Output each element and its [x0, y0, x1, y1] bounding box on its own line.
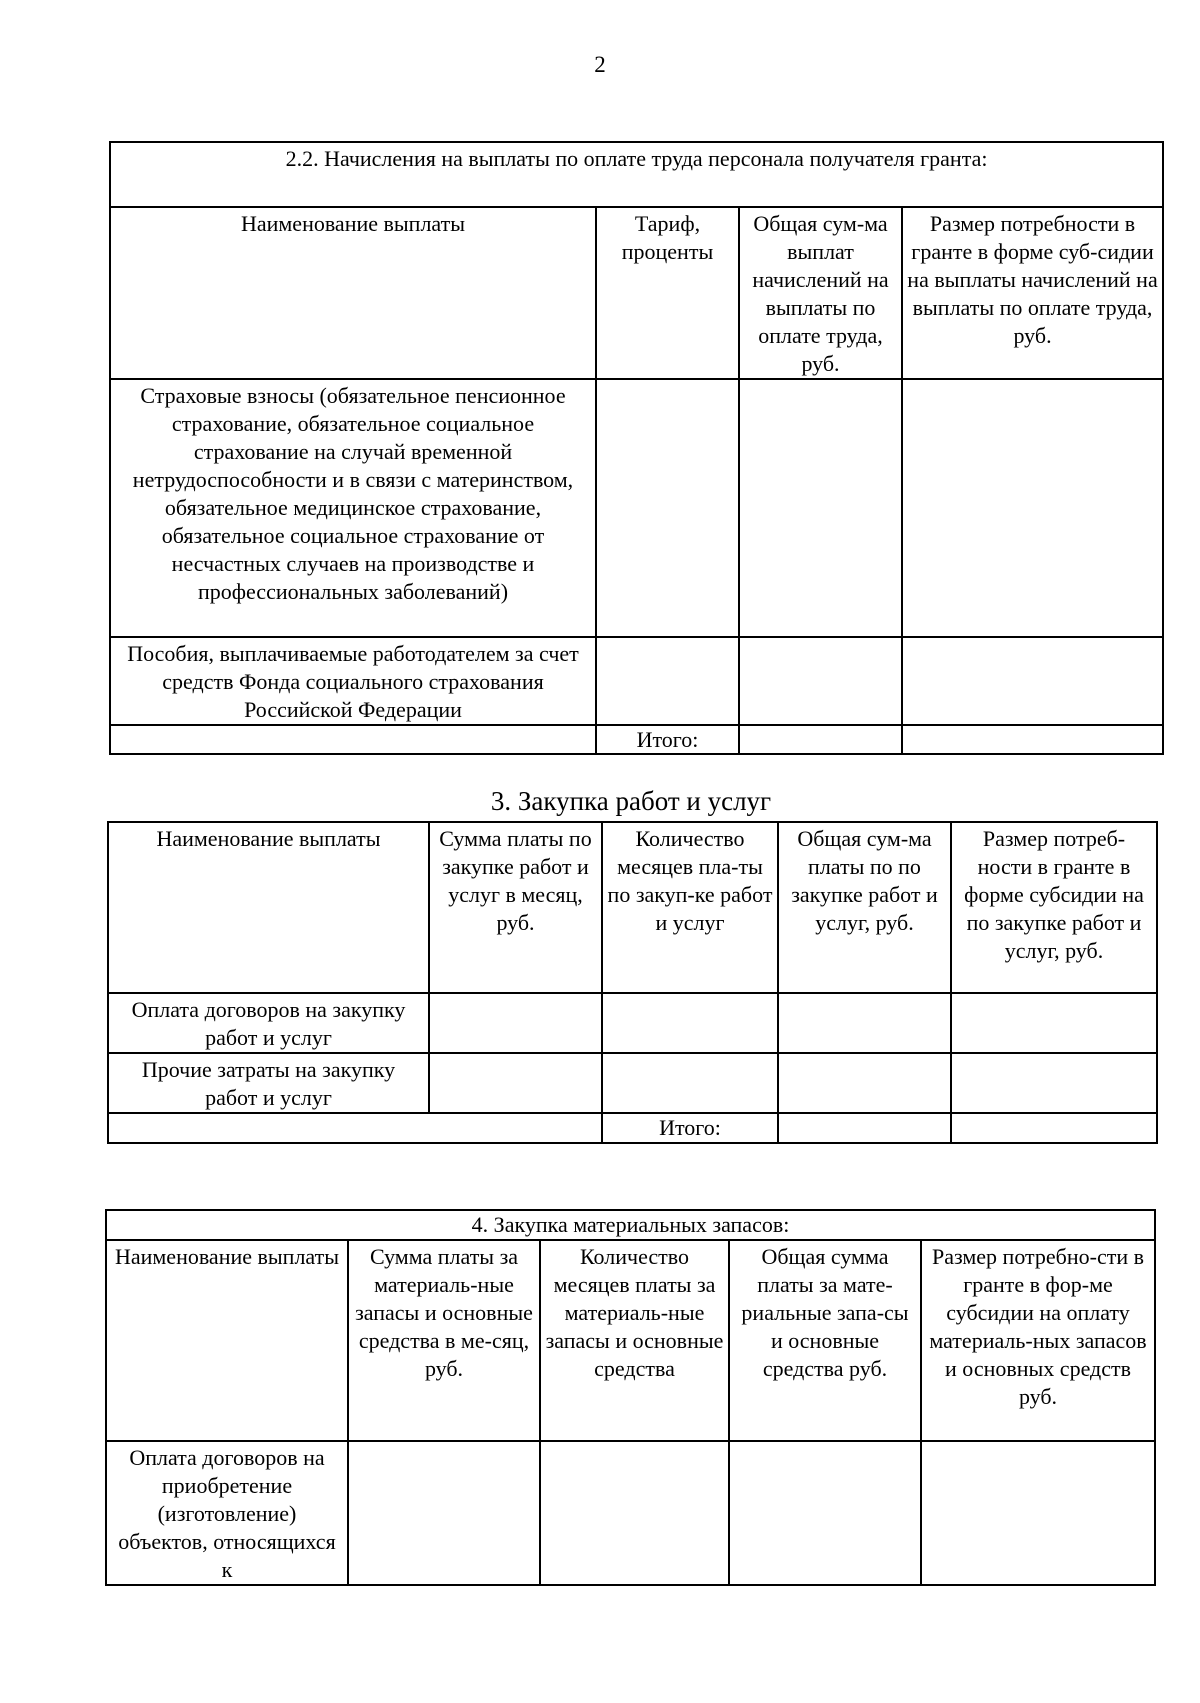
empty-cell: [778, 993, 951, 1053]
empty-cell: [739, 379, 902, 637]
empty-cell: [921, 1441, 1155, 1585]
empty-cell: [429, 993, 602, 1053]
total-row: [110, 725, 1163, 754]
table-works-services: [107, 821, 1158, 1144]
empty-cell: [902, 725, 1163, 754]
row-label: Оплата договоров на приобретение (изготовление) объектов, относящихся к: [106, 1441, 348, 1585]
column-header: Сумма платы по закупке работ и услуг в месяц, руб.: [429, 822, 602, 993]
column-header: Наименование выплаты: [106, 1240, 348, 1441]
empty-cell: [596, 637, 739, 725]
empty-cell: [778, 1053, 951, 1113]
table-title: 4. Закупка материальных запасов:: [106, 1210, 1155, 1240]
empty-cell: [110, 725, 596, 754]
empty-cell: [348, 1441, 540, 1585]
section-heading: 3. Закупка работ и услуг: [490, 786, 772, 816]
table-payroll-charges: [109, 141, 1164, 755]
column-header: Размер потребности в гранте в форме суб-сидии на выплаты начислений на выплаты по оплате труда, руб.: [902, 207, 1163, 379]
row-label: Пособия, выплачиваемые работодателем за счет средств Фонда социального страхования Российской Федерации: [110, 637, 596, 725]
table-row: [108, 993, 1157, 1053]
empty-cell: [602, 993, 778, 1053]
column-header: Наименование выплаты: [110, 207, 596, 379]
empty-cell: [108, 1113, 602, 1143]
empty-cell: [951, 1113, 1157, 1143]
empty-cell: [739, 725, 902, 754]
column-header: Наименование выплаты: [108, 822, 429, 993]
row-label: Страховые взносы (обязательное пенсионное страхование, обязательное социальное страхование на случай временной нетрудоспособности и в связи с материнством, обязательное медицинское страхование, обязательное социальное страхование от несчастных случаев на производстве и профессиональных заболеваний): [110, 379, 596, 637]
column-header: Общая сум-ма платы по по закупке работ и услуг, руб.: [778, 822, 951, 993]
column-header: Общая сумма платы за мате-риальные запа-сы и основные средства руб.: [729, 1240, 921, 1441]
table-row: [110, 637, 1163, 725]
table-title: 2.2. Начисления на выплаты по оплате труда персонала получателя гранта:: [110, 142, 1163, 207]
empty-cell: [902, 379, 1163, 637]
column-header: Общая сум-ма выплат начислений на выплаты по оплате труда, руб.: [739, 207, 902, 379]
row-label: Оплата договоров на закупку работ и услуг: [108, 993, 429, 1053]
empty-cell: [739, 637, 902, 725]
page-number: 2: [594, 52, 606, 77]
empty-cell: [602, 1053, 778, 1113]
column-header: Количество месяцев платы за материаль-ные запасы и основные средства: [540, 1240, 729, 1441]
empty-cell: [902, 637, 1163, 725]
column-header: Размер потреб-ности в гранте в форме субсидии на по закупке работ и услуг, руб.: [951, 822, 1157, 993]
column-header: Размер потребно-сти в гранте в фор-ме субсидии на оплату материаль-ных запасов и основных средств руб.: [921, 1240, 1155, 1441]
column-header: Сумма платы за материаль-ные запасы и основные средства в ме-сяц, руб.: [348, 1240, 540, 1441]
empty-cell: [429, 1053, 602, 1113]
total-row: [108, 1113, 1157, 1143]
total-label: Итого:: [602, 1113, 778, 1143]
empty-cell: [951, 1053, 1157, 1113]
table-row: [110, 379, 1163, 637]
empty-cell: [596, 379, 739, 637]
table-row: [106, 1441, 1155, 1585]
row-label: Прочие затраты на закупку работ и услуг: [108, 1053, 429, 1113]
empty-cell: [540, 1441, 729, 1585]
empty-cell: [729, 1441, 921, 1585]
table-material-stocks: [105, 1209, 1156, 1586]
table-row: [108, 1053, 1157, 1113]
column-header: Количество месяцев пла-ты по закуп-ке работ и услуг: [602, 822, 778, 993]
total-label: Итого:: [596, 725, 739, 754]
empty-cell: [778, 1113, 951, 1143]
empty-cell: [951, 993, 1157, 1053]
column-header: Тариф, проценты: [596, 207, 739, 379]
